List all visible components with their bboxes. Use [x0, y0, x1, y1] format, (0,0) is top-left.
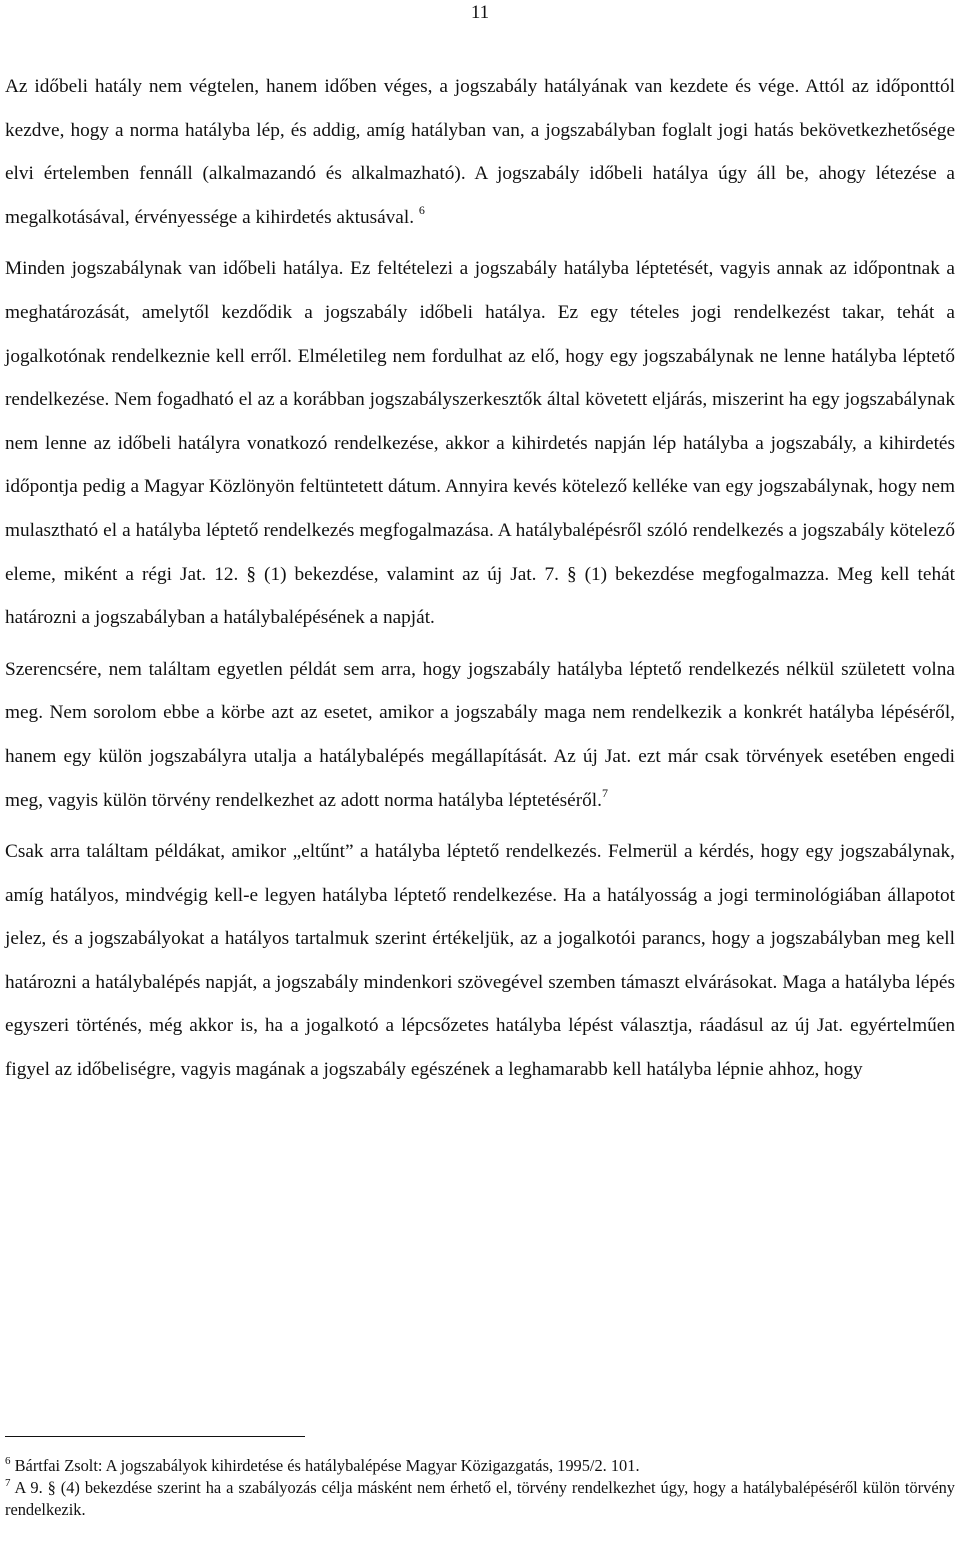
- page-number: 11: [470, 2, 490, 23]
- paragraph-3: [5, 648, 955, 822]
- footnote-reference[interactable]: 6: [418, 202, 425, 217]
- paragraph-text: Az időbeli hatály nem végtelen, hanem időben véges, a jogszabály hatályának van kezdete és vége. Attól az időponttól kezdve, hogy a norma hatályba lép, és addig, amíg hatályban van, a jogszabályban foglalt jogi hatás bekövetkezhetősége elvi értelemben fennáll (alkalmazandó és alkalmazható). A jogszabály időbeli hatálya úgy áll be, ahogy létezése a megalkotásával, érvényessége a kihirdetés aktusával.: [5, 76, 955, 228]
- footnote-separator: [5, 1436, 305, 1437]
- footnote-number: 6: [5, 1455, 11, 1467]
- paragraph-text: Csak arra találtam példákat, amikor „eltűnt” a hatályba léptető rendelkezés. Felmerül a kérdés, hogy egy jogszabálynak, amíg hatályos, mindvégig kell-e legyen hatályba léptető rendelkezése. Ha a hatályosság a jogi terminológiában állapotot jelez, és a jogszabályokat a hatályos tartalmuk szerint értékeljük, az a jogalkotói parancs, hogy a jogszabályban meg kell határozni a hatálybalépés napját, a jogszabály mindenkori szövegével szemben támaszt elvárásokat. Maga a hatályba lépés egyszeri történés, még akkor is, ha a jogalkotó a lépcsőzetes hatályba lépést választja, ráadásul az új Jat. egyértelműen figyel az időbeliségre, vagyis magának a jogszabály egészének a leghamarabb kell hatályba lépnie ahhoz, hogy: [5, 841, 955, 1081]
- footnote-text: A 9. § (4) bekezdése szerint ha a szabályozás célja másként nem érhető el, törvény rendelkezhet úgy, hogy a hatálybalépéséről külön törvény rendelkezik.: [5, 1478, 955, 1519]
- paragraph-4: [5, 830, 955, 1092]
- footnote-reference[interactable]: 7: [601, 785, 608, 800]
- footnote-number: 7: [5, 1477, 11, 1489]
- footnote-7: [5, 1477, 955, 1521]
- footnote-6: [5, 1455, 955, 1477]
- paragraph-text: Minden jogszabálynak van időbeli hatálya. Ez feltételezi a jogszabály hatályba léptetését, vagyis annak az időpontnak a meghatározását, amelytől kezdődik a jogszabály időbeli hatálya. Ez egy tételes jogi rendelkezést takar, tehát a jogalkotónak rendelkeznie kell erről. Elméletileg nem fordulhat az elő, hogy egy jogszabálynak ne lenne hatályba léptető rendelkezése. Nem fogadható el az a korábban jogszabályszerkesztők által követett eljárás, miszerint ha egy jogszabálynak nem lenne az időbeli hatályra vonatkozó rendelkezése, akkor a kihirdetés napján lép hatályba a jogszabály, a kihirdetés időpontja pedig a Magyar Közlönyön feltüntetett dátum. Annyira kevés kötelező kelléke van egy jogszabálynak, hogy nem mulasztható el a hatályba léptető rendelkezés megfogalmazása. A hatálybalépésről szóló rendelkezés a jogszabály kötelező eleme, miként a régi Jat. 12. § (1) bekezdése, valamint az új Jat. 7. § (1) bekezdése megfogalmazza. Meg kell tehát határozni a jogszabályban a hatálybalépésének a napját.: [5, 258, 955, 629]
- footnote-text: Bártfai Zsolt: A jogszabályok kihirdetése és hatálybalépése Magyar Közigazgatás, 1995/2. 101.: [14, 1456, 640, 1475]
- paragraph-1: [5, 65, 955, 239]
- paragraph-text: Szerencsére, nem találtam egyetlen példát sem arra, hogy jogszabály hatályba léptető rendelkezés nélkül született volna meg. Nem sorolom ebbe a körbe azt az esetet, amikor a jogszabály maga nem rendelkezik a konkrét hatályba lépéséről, hanem egy külön jogszabályra utalja a hatálybalépés megállapítását. Az új Jat. ezt már csak törvények esetében engedi meg, vagyis külön törvény rendelkezhet az adott norma hatályba léptetéséről.: [5, 658, 955, 811]
- paragraph-2: [5, 247, 955, 639]
- body-text: [5, 65, 955, 1092]
- footnotes: [5, 1455, 955, 1521]
